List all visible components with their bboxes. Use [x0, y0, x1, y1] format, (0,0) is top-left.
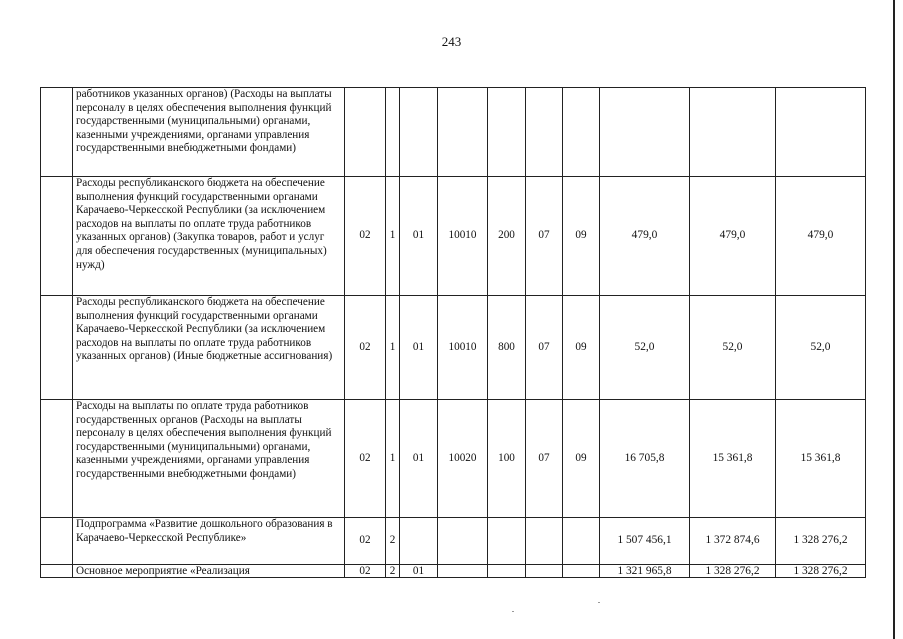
code-cell: 09 — [563, 177, 600, 296]
code-cell: 02 — [345, 518, 386, 565]
page-number: 243 — [441, 34, 462, 49]
amount-cell: 479,0 — [776, 177, 866, 296]
row-marker-cell — [41, 296, 73, 400]
expense-name-cell: работников указанных органов) (Расходы на выплаты персоналу в целях обеспечения выполнения функций государственными (муниципальными) органами, казенными учреждениями, органами управления государственными внебюджетными фондами) — [73, 88, 345, 177]
amount-cell: 52,0 — [600, 296, 690, 400]
row-marker-cell — [41, 177, 73, 296]
code-cell — [438, 565, 488, 578]
code-cell — [386, 88, 400, 177]
amount-cell — [600, 88, 690, 177]
code-cell: 1 — [386, 296, 400, 400]
code-cell — [488, 565, 526, 578]
code-cell — [563, 565, 600, 578]
code-cell: 09 — [563, 296, 600, 400]
code-cell — [345, 88, 386, 177]
amount-cell: 1 372 874,6 — [690, 518, 776, 565]
amount-cell: 1 507 456,1 — [600, 518, 690, 565]
row-marker-cell — [41, 565, 73, 578]
expense-name-cell: Расходы республиканского бюджета на обеспечение выполнения функций государственными органами Карачаево-Черкесской Республики (за исключением расходов на выплаты по оплате труда работников указанных органов) (Иные бюджетные ассигнования) — [73, 296, 345, 400]
expense-name-cell: Подпрограмма «Развитие дошкольного образования в Карачаево-Черкесской Республике» — [73, 518, 345, 565]
amount-cell: 1 328 276,2 — [690, 565, 776, 578]
amount-cell: 479,0 — [600, 177, 690, 296]
code-cell: 2 — [386, 565, 400, 578]
row-marker-cell — [41, 88, 73, 177]
code-cell: 02 — [345, 177, 386, 296]
table-row — [41, 400, 866, 518]
table-row — [41, 296, 866, 400]
code-cell: 1 — [386, 400, 400, 518]
code-cell: 01 — [400, 177, 438, 296]
code-cell: 01 — [400, 565, 438, 578]
code-cell — [488, 88, 526, 177]
code-cell — [526, 565, 563, 578]
amount-cell: 1 328 276,2 — [776, 518, 866, 565]
code-cell — [563, 88, 600, 177]
code-cell: 01 — [400, 400, 438, 518]
table-row — [41, 518, 866, 565]
code-cell: 01 — [400, 296, 438, 400]
expense-name-cell: Расходы республиканского бюджета на обеспечение выполнения функций государственными органами Карачаево-Черкесской Республики (за исключением расходов на выплаты по оплате труда работников указанных органов) (Закупка товаров, работ и услуг для обеспечения государственных (муниципальных) нужд) — [73, 177, 345, 296]
amount-cell: 479,0 — [690, 177, 776, 296]
budget-table — [40, 87, 866, 578]
code-cell: 2 — [386, 518, 400, 565]
code-cell — [400, 518, 438, 565]
code-cell — [438, 518, 488, 565]
code-cell — [400, 88, 438, 177]
amount-cell — [776, 88, 866, 177]
code-cell — [438, 88, 488, 177]
code-cell: 07 — [526, 400, 563, 518]
code-cell — [526, 88, 563, 177]
amount-cell: 52,0 — [776, 296, 866, 400]
expense-name-cell: Основное мероприятие «Реализация — [73, 565, 345, 578]
table-row — [41, 177, 866, 296]
table-row — [41, 88, 866, 177]
code-cell: 02 — [345, 296, 386, 400]
code-cell: 10010 — [438, 296, 488, 400]
code-cell: 800 — [488, 296, 526, 400]
code-cell — [488, 518, 526, 565]
amount-cell: 15 361,8 — [690, 400, 776, 518]
amount-cell: 52,0 — [690, 296, 776, 400]
code-cell: 1 — [386, 177, 400, 296]
amount-cell: 1 321 965,8 — [600, 565, 690, 578]
amount-cell: 16 705,8 — [600, 400, 690, 518]
scan-speck — [598, 602, 600, 603]
amount-cell: 1 328 276,2 — [776, 565, 866, 578]
code-cell: 09 — [563, 400, 600, 518]
expense-name-cell: Расходы на выплаты по оплате труда работников государственных органов (Расходы на выплаты персоналу в целях обеспечения выполнения функций государственными (муниципальными) органами, казенными учреждениями, органами управления государственными внебюджетными фондами) — [73, 400, 345, 518]
code-cell: 02 — [345, 565, 386, 578]
table-row — [41, 565, 866, 578]
code-cell: 10010 — [438, 177, 488, 296]
amount-cell: 15 361,8 — [776, 400, 866, 518]
scan-edge-line — [893, 0, 895, 639]
code-cell: 07 — [526, 177, 563, 296]
code-cell: 100 — [488, 400, 526, 518]
code-cell: 200 — [488, 177, 526, 296]
row-marker-cell — [41, 400, 73, 518]
code-cell: 10020 — [438, 400, 488, 518]
code-cell — [563, 518, 600, 565]
scan-speck — [512, 611, 514, 612]
row-marker-cell — [41, 518, 73, 565]
code-cell — [526, 518, 563, 565]
code-cell: 07 — [526, 296, 563, 400]
code-cell: 02 — [345, 400, 386, 518]
amount-cell — [690, 88, 776, 177]
